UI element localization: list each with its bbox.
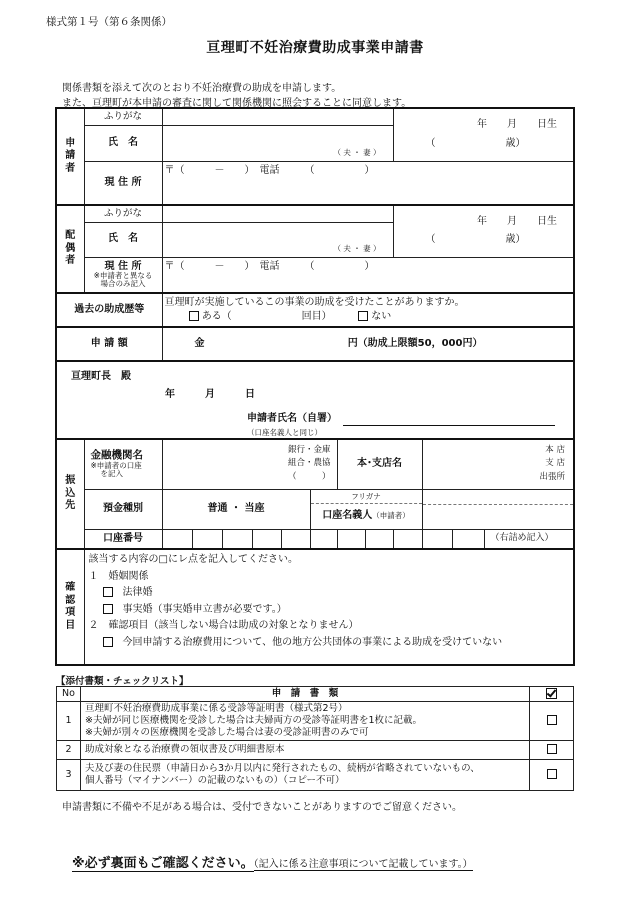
no-other-subsidy-checkbox[interactable] xyxy=(103,637,113,647)
addressee-cell xyxy=(56,361,574,439)
checklist-row-1-doc: 亘理町不妊治療費助成事業に係る受診等証明書（様式第2号） ※夫婦が同じ医療機関を受診した場合は夫婦両方の受診等証明書を1枚に記載。 ※夫婦が別々の医療機関を受診した場合は妻の受診証明書のみで可 xyxy=(81,702,530,741)
spouse-postal-phone: 〒（ － ） 電話 （ ） xyxy=(164,260,375,272)
checklist-row-3-check[interactable] xyxy=(530,759,574,790)
account-digit-9[interactable] xyxy=(393,529,422,549)
checklist-row-2-no: 2 xyxy=(57,740,81,759)
amount-prefix: 金 xyxy=(194,337,205,349)
confirm-item-1: １ 婚姻関係 xyxy=(88,570,149,582)
incomplete-notice: 申請書類に不備や不足がある場合は、受付できないことがありますのでご留意ください。 xyxy=(62,802,462,813)
bank-section-label: 振 込 先 xyxy=(56,439,84,549)
signer-label: 申請者氏名（自署） xyxy=(247,413,337,424)
holder-label-cell: フリガナ 口座名義人（申請者） xyxy=(310,489,422,529)
holder-field[interactable] xyxy=(422,489,574,529)
form-title: 亘理町不妊治療費助成事業申請書 xyxy=(206,40,424,56)
check-mark-icon xyxy=(546,688,557,699)
history-yes-checkbox[interactable] xyxy=(189,311,199,321)
checklist-title: 【添付書類・チェックリスト】 xyxy=(56,676,189,687)
applicant-birth-cell[interactable] xyxy=(393,108,574,161)
confirm-item-2a[interactable]: 今回申請する治療費用について、他の地方公共団体の事業による助成を受けていない xyxy=(89,635,570,652)
applicant-furigana-field[interactable] xyxy=(162,108,393,125)
bank-institution-label-cell: 金融機関名 ※申請者の口座 を記入 xyxy=(84,439,162,489)
application-table xyxy=(55,107,575,666)
account-digit-2[interactable] xyxy=(192,529,222,549)
submission-date: 年 月 日 xyxy=(165,389,255,400)
spouse-name-field[interactable] xyxy=(162,222,393,257)
footer-note xyxy=(72,852,473,871)
deposit-type-label: 預金種別 xyxy=(84,489,162,529)
intro-line-1: 関係書類を添えて次のとおり不妊治療費の助成を申請します。 xyxy=(62,83,342,94)
spouse-furigana-label: ふりがな xyxy=(84,205,162,222)
applicant-age: （ 歳） xyxy=(425,137,526,149)
right-aligned-note: （右詰め記入） xyxy=(484,529,574,549)
account-digit-5[interactable] xyxy=(281,529,310,549)
applicant-name-label: 氏 名 xyxy=(84,125,162,161)
checklist-col-doc: 申 請 書 類 xyxy=(81,687,530,702)
bank-branch-label: 本･支店名 xyxy=(337,439,422,489)
checklist-table xyxy=(56,686,574,791)
addressee-to: 亘理町長 殿 xyxy=(71,371,131,382)
spouse-spouse-mark: （ 夫 ・ 妻 ） xyxy=(333,244,381,254)
account-number-label: 口座番号 xyxy=(84,529,162,549)
applicant-spouse-mark: （ 夫 ・ 妻 ） xyxy=(333,148,381,158)
footer-strong: ※必ず裏面もご確認ください。 xyxy=(72,856,254,871)
spouse-birth-cell[interactable] xyxy=(393,205,574,257)
checklist-row-3-no: 3 xyxy=(57,759,81,790)
applicant-name-field[interactable] xyxy=(162,125,393,161)
confirm-section-label: 確 認 項 目 xyxy=(56,549,84,665)
deposit-type-options[interactable]: 普通 ・ 当座 xyxy=(162,489,310,529)
bank-institution-field[interactable]: 銀行・金庫 組合・農協 （ ） xyxy=(162,439,337,489)
account-digit-6[interactable] xyxy=(310,529,337,549)
applicant-birthdate: 年 月 日生 xyxy=(477,119,557,131)
history-no-checkbox[interactable] xyxy=(358,311,368,321)
applicant-postal-phone: 〒（ － ） 電話 （ ） xyxy=(164,164,375,176)
spouse-address-field[interactable] xyxy=(162,257,574,293)
account-digit-7[interactable] xyxy=(337,529,365,549)
account-digit-4[interactable] xyxy=(252,529,281,549)
account-digit-10[interactable] xyxy=(422,529,452,549)
checklist-col-no: No xyxy=(57,687,81,702)
history-yes-label: ある（ 回目） xyxy=(201,311,332,322)
form-number-label: 様式第１号（第６条関係） xyxy=(46,16,172,28)
amount-label: 申 請 額 xyxy=(56,327,162,361)
signature-line[interactable] xyxy=(343,425,555,426)
amount-field[interactable] xyxy=(162,327,574,361)
spouse-age: （ 歳） xyxy=(425,234,526,246)
amount-suffix: 円（助成上限額50，000円） xyxy=(347,337,483,349)
common-law-marriage-checkbox[interactable] xyxy=(103,604,113,614)
applicant-furigana-label: ふりがな xyxy=(84,108,162,125)
checklist-row-3-doc: 夫及び妻の住民票（申請日から3か月以内に発行されたもの、続柄が省略されていないもの、 個人番号（マイナンバー）の記載のないもの）（コピー不可） xyxy=(81,759,530,790)
signer-note: （口座名義人と同じ） xyxy=(247,428,322,437)
applicant-address-field[interactable] xyxy=(162,161,574,205)
spouse-address-label-cell: 現 住 所 ※申請者と異なる 場合のみ記入 xyxy=(84,257,162,293)
account-digit-3[interactable] xyxy=(222,529,252,549)
spouse-birthdate: 年 月 日生 xyxy=(477,215,557,227)
confirm-item-1b[interactable]: 事実婚（事実婚申立書が必要です。） xyxy=(89,602,570,619)
checklist-row-1-check[interactable] xyxy=(530,702,574,741)
checklist-col-check xyxy=(530,687,574,702)
history-label: 過去の助成歴等 xyxy=(56,293,162,327)
checklist-row-2-check[interactable] xyxy=(530,740,574,759)
confirm-instruction: 該当する内容の□にレ点を記入してください。 xyxy=(88,554,298,565)
applicant-address-label: 現 住 所 xyxy=(84,161,162,205)
confirm-items xyxy=(84,549,574,665)
account-digit-8[interactable] xyxy=(365,529,393,549)
account-digit-1[interactable] xyxy=(162,529,192,549)
history-field xyxy=(162,293,574,327)
confirm-item-2: ２ 確認項目（該当しない場合は助成の対象となりません） xyxy=(88,620,359,631)
footer-rest: （記入に係る注意事項について記載しています。） xyxy=(253,859,473,870)
bank-branch-field[interactable]: 本 店 支 店 出張所 xyxy=(422,439,574,489)
history-question: 亘理町が実施しているこの事業の助成を受けたことがありますか。 xyxy=(164,296,465,308)
intro-line-2: また、亘理町が本申請の審査に関して関係機関に照会することに同意します。 xyxy=(62,98,412,109)
confirm-item-1a[interactable]: 法律婚 xyxy=(89,585,570,602)
spouse-section-label: 配 偶 者 xyxy=(56,205,84,293)
spouse-furigana-field[interactable] xyxy=(162,205,393,222)
checklist-row-1-no: 1 xyxy=(57,702,81,741)
signature-row[interactable] xyxy=(247,413,555,426)
applicant-section-label: 申 請 者 xyxy=(56,108,84,205)
checklist-row-2-doc: 助成対象となる治療費の領収書及び明細書原本 xyxy=(81,740,530,759)
account-digit-11[interactable] xyxy=(452,529,484,549)
spouse-name-label: 氏 名 xyxy=(84,222,162,257)
legal-marriage-checkbox[interactable] xyxy=(103,587,113,597)
history-no-label: ない xyxy=(371,311,392,322)
